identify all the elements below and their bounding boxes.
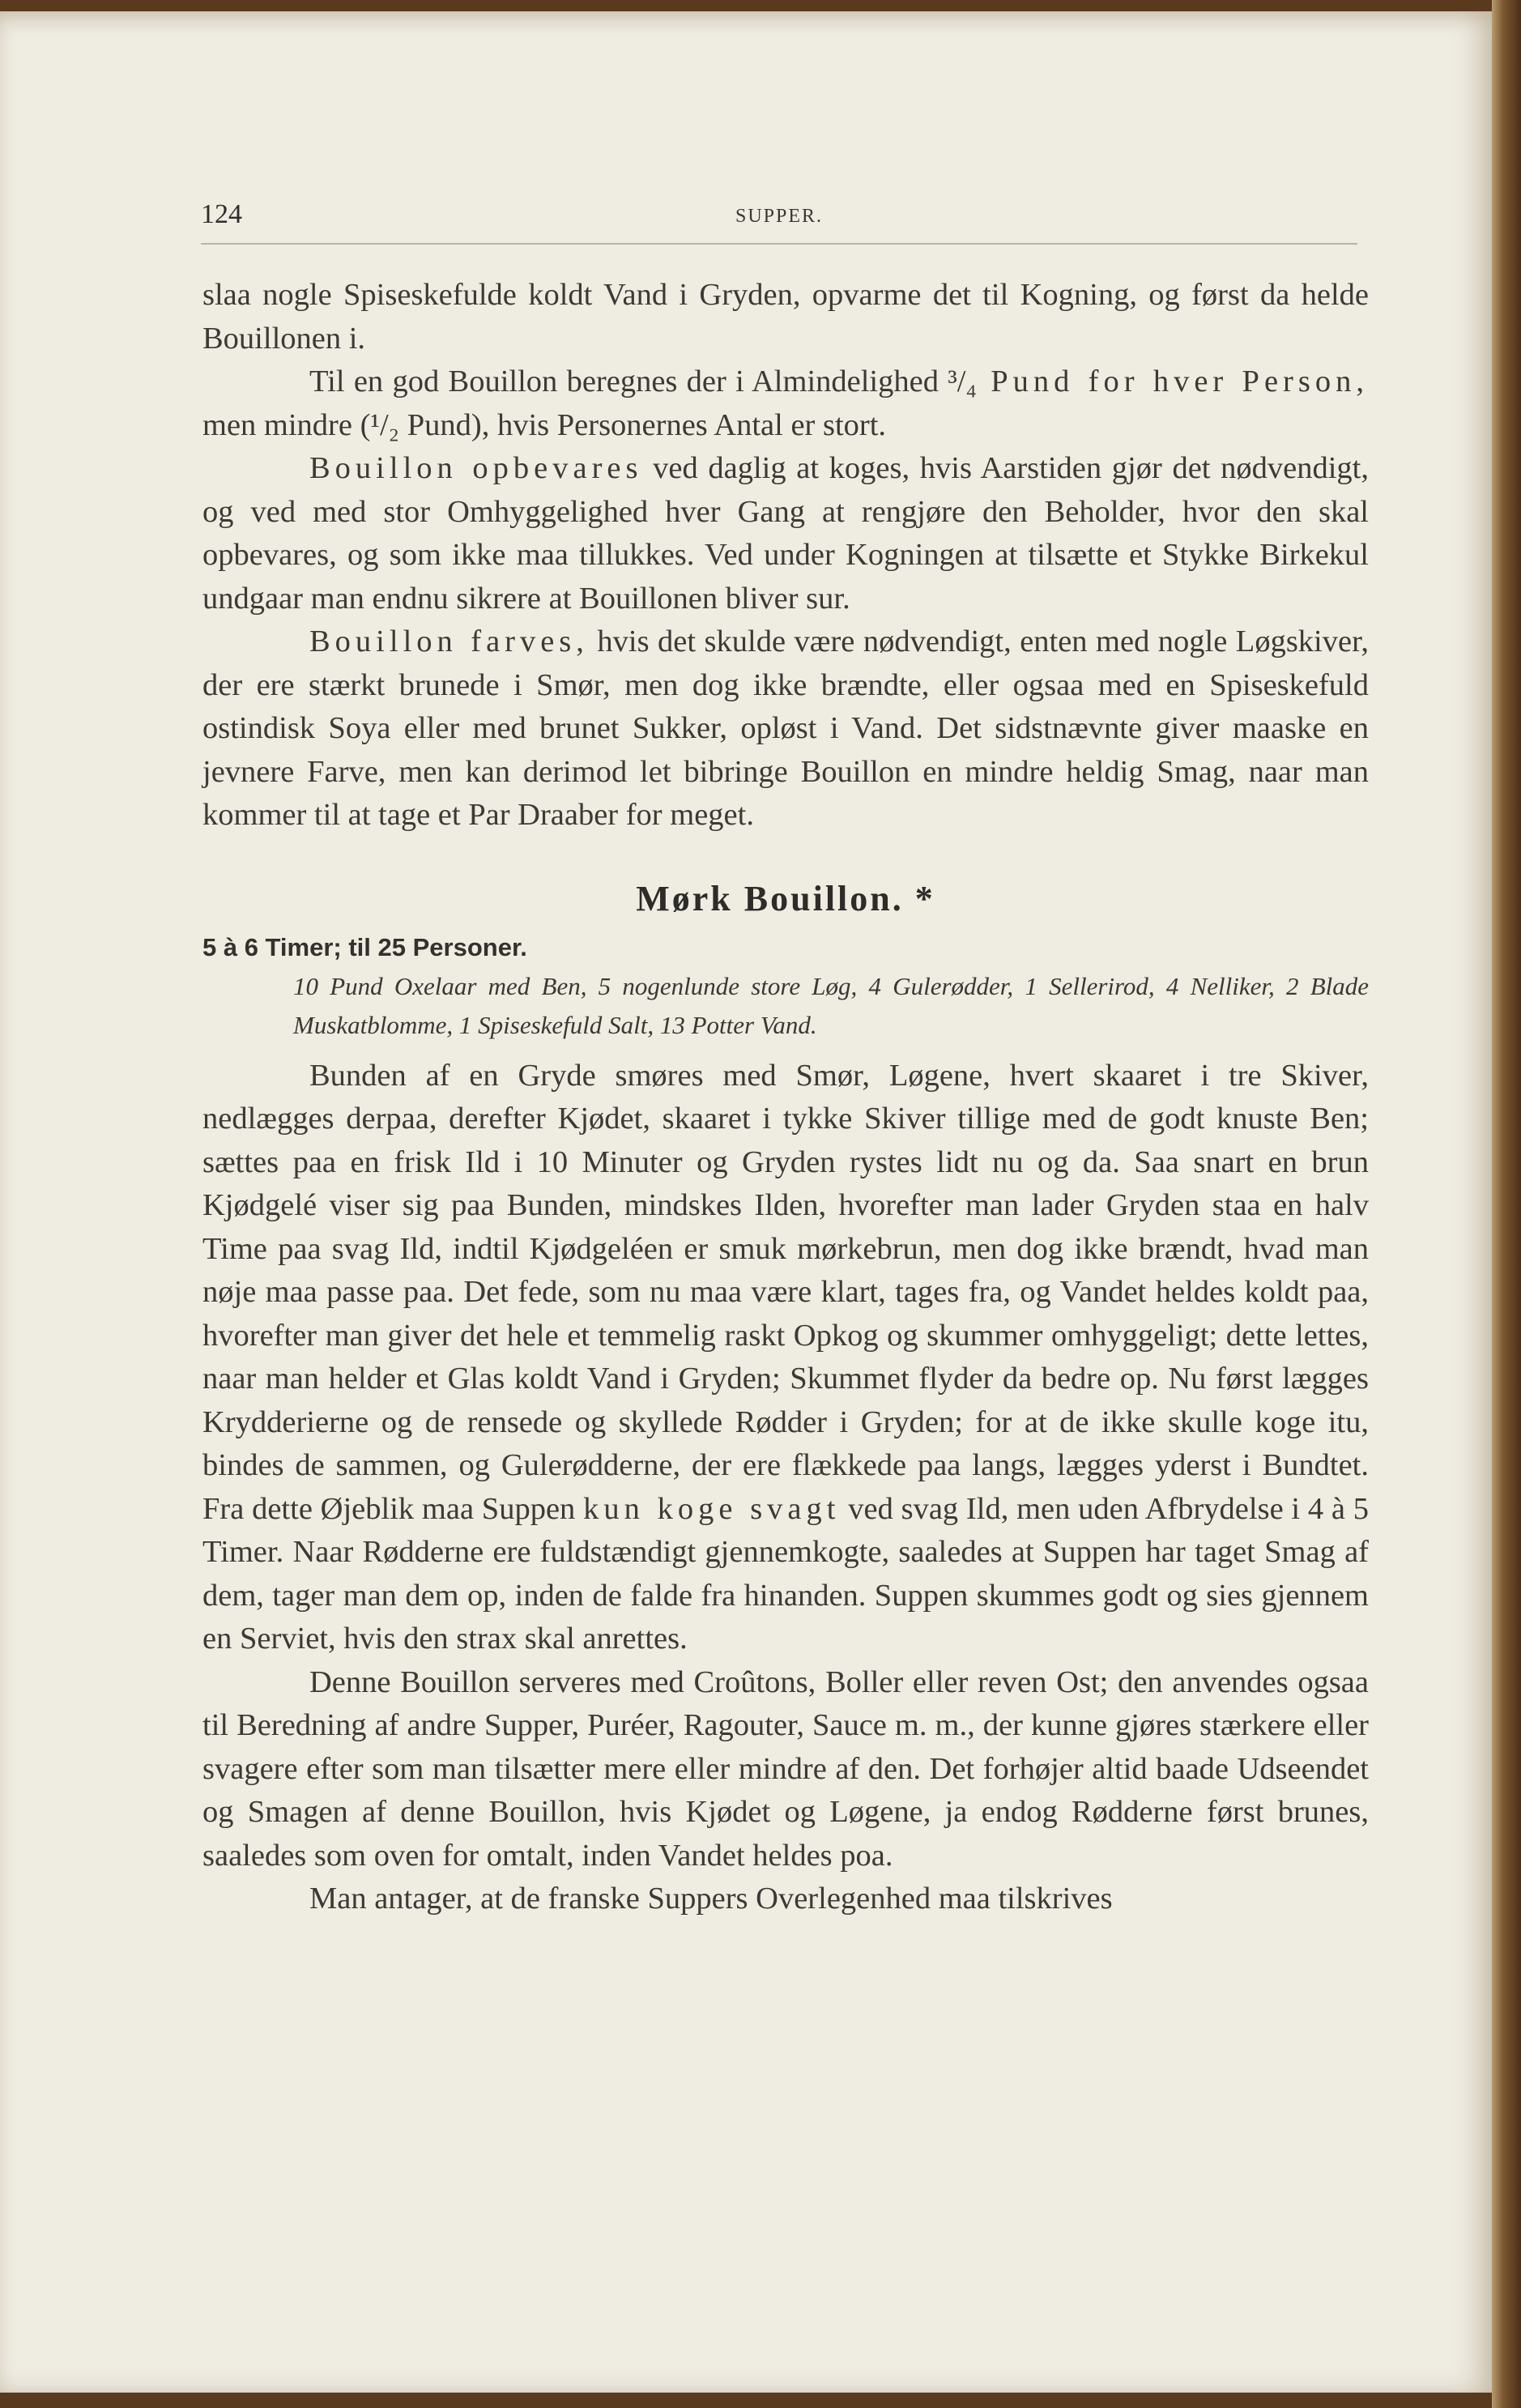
text-span: ved daglig at koges, hvis Aarstiden gjør det nødvendigt, og ved med stor Omhyggelighed hver Gang at rengjøre den Beholder, hvor den skal opbevares, og som ikke maa tillukkes. Ved under Kogningen at tilsætte et Stykke Birkekul undgaar man endnu sikrere at Bouillonen bliver sur.: [202, 451, 1369, 616]
text-span: Til en god Bouillon beregnes der i Almindelighed: [309, 364, 948, 398]
running-head: SUPPER.: [735, 206, 824, 227]
spaced-text: Bouillon farves,: [309, 624, 589, 658]
recipe-meta: 5 à 6 Timer; til 25 Personer.: [202, 932, 527, 961]
recipe-ingredients: 10 Pund Oxelaar med Ben, 5 nogenlunde store Løg, 4 Gulerødder, 1 Sellerirod, 4 Nelliker, 2 Blade Muskatblomme, 1 Spiseskefuld Salt, 13 Potter Vand.: [293, 971, 1369, 1039]
spaced-text: kun koge svagt: [583, 1491, 841, 1526]
spaced-text: Pund for hver Person,: [976, 364, 1369, 398]
recipe-paragraph-1: [202, 1055, 1369, 1661]
text-span: men mindre (: [202, 407, 371, 442]
fraction: ¹/₂: [370, 407, 400, 442]
text-span: Pund), hvis Personernes Antal er stort.: [399, 407, 887, 442]
text-span: ved svag Ild, men uden Afbrydelse i 4 à 5 Timer. Naar Rødderne ere fuldstændigt gjennemkogte, saaledes at Suppen har taget Smag af dem, tager man dem op, inden de falde fra hinanden. Suppen skummes godt og sies gjennem en Serviet, hvis den strax skal anrettes.: [202, 1491, 1370, 1656]
recipe-paragraph-3: Man antager, at de franske Suppers Overlegenhed maa tilskrives: [309, 1882, 1113, 1916]
intro-paragraph-3: [202, 447, 1369, 620]
page-number: 124: [201, 199, 242, 229]
spaced-text: Bouillon opbevares: [309, 451, 643, 485]
text-span: hvis det skulde være nødvendigt, enten med nogle Løgskiver, der ere stærkt brunede i Smør, men dog ikke brændte, eller ogsaa med en Spiseskefuld ostindisk Soya eller med brunet Sukker, opløst i Vand. Det sidstnævnte giver maaske en jevnere Farve, men kan derimod let bibringe Bouillon en mindre heldig Smag, naar man kommer til at tage et Par Draaber for meget.: [202, 624, 1369, 832]
intro-paragraph-2: [202, 360, 1369, 447]
intro-paragraph-4: [202, 620, 1369, 837]
book-spine: [1492, 0, 1521, 2408]
fraction: ³/₄: [948, 364, 977, 398]
page-header: [201, 194, 1357, 245]
recipe-title: Mørk Bouillon. *: [636, 878, 935, 918]
intro-paragraph-1: slaa nogle Spiseskefulde koldt Vand i Gryden, opvarme det til Kogning, og først da helde Bouillonen i.: [202, 278, 1369, 356]
text-span: Bunden af en Gryde smøres med Smør, Løgene, hvert skaaret i tre Skiver, nedlægges derpaa, derefter Kjødet, skaaret i tykke Skiver tillige med de godt knuste Ben; sættes paa en frisk Ild i 10 Minuter og Gryden rystes lidt nu og da. Saa snart en brun Kjødgelé viser sig paa Bunden, mindskes Ilden, hvorefter man lader Gryden staa en halv Time paa svag Ild, indtil Kjødgeléen er smuk mørkebrun, men dog ikke brændt, hvad man nøje maa passe paa. Det fede, som nu maa være klart, tages fra, og Vandet heldes koldt paa, hvorefter man giver det hele et temmelig raskt Opkog og skummer omhyggeligt; dette lettes, naar man helder et Glas koldt Vand i Gryden; Skummet flyder da bedre op. Nu først lægges Krydderierne og de rensede og skyllede Rødder i Gryden; for at de ikke skulle koge itu, bindes de sammen, og Gulerødderne, der ere flækkede paa langs, lægges yderst i Bundtet. Fra dette Øjeblik maa Suppen: [202, 1058, 1369, 1526]
recipe-paragraph-2: Denne Bouillon serveres med Croûtons, Boller eller reven Ost; den anvendes ogsaa til Beredning af andre Supper, Puréer, Ragouter, Sauce m. m., der kunne gjøres stærkere eller svagere efter som man tilsætter mere eller mindre af den. Det forhøjer altid baade Udseendet og Smagen af denne Bouillon, hvis Kjødet og Løgene, ja endog Rødderne først brunes, saaledes som oven for omtalt, inden Vandet heldes poa.: [202, 1664, 1369, 1873]
page-body: [202, 274, 1369, 1921]
